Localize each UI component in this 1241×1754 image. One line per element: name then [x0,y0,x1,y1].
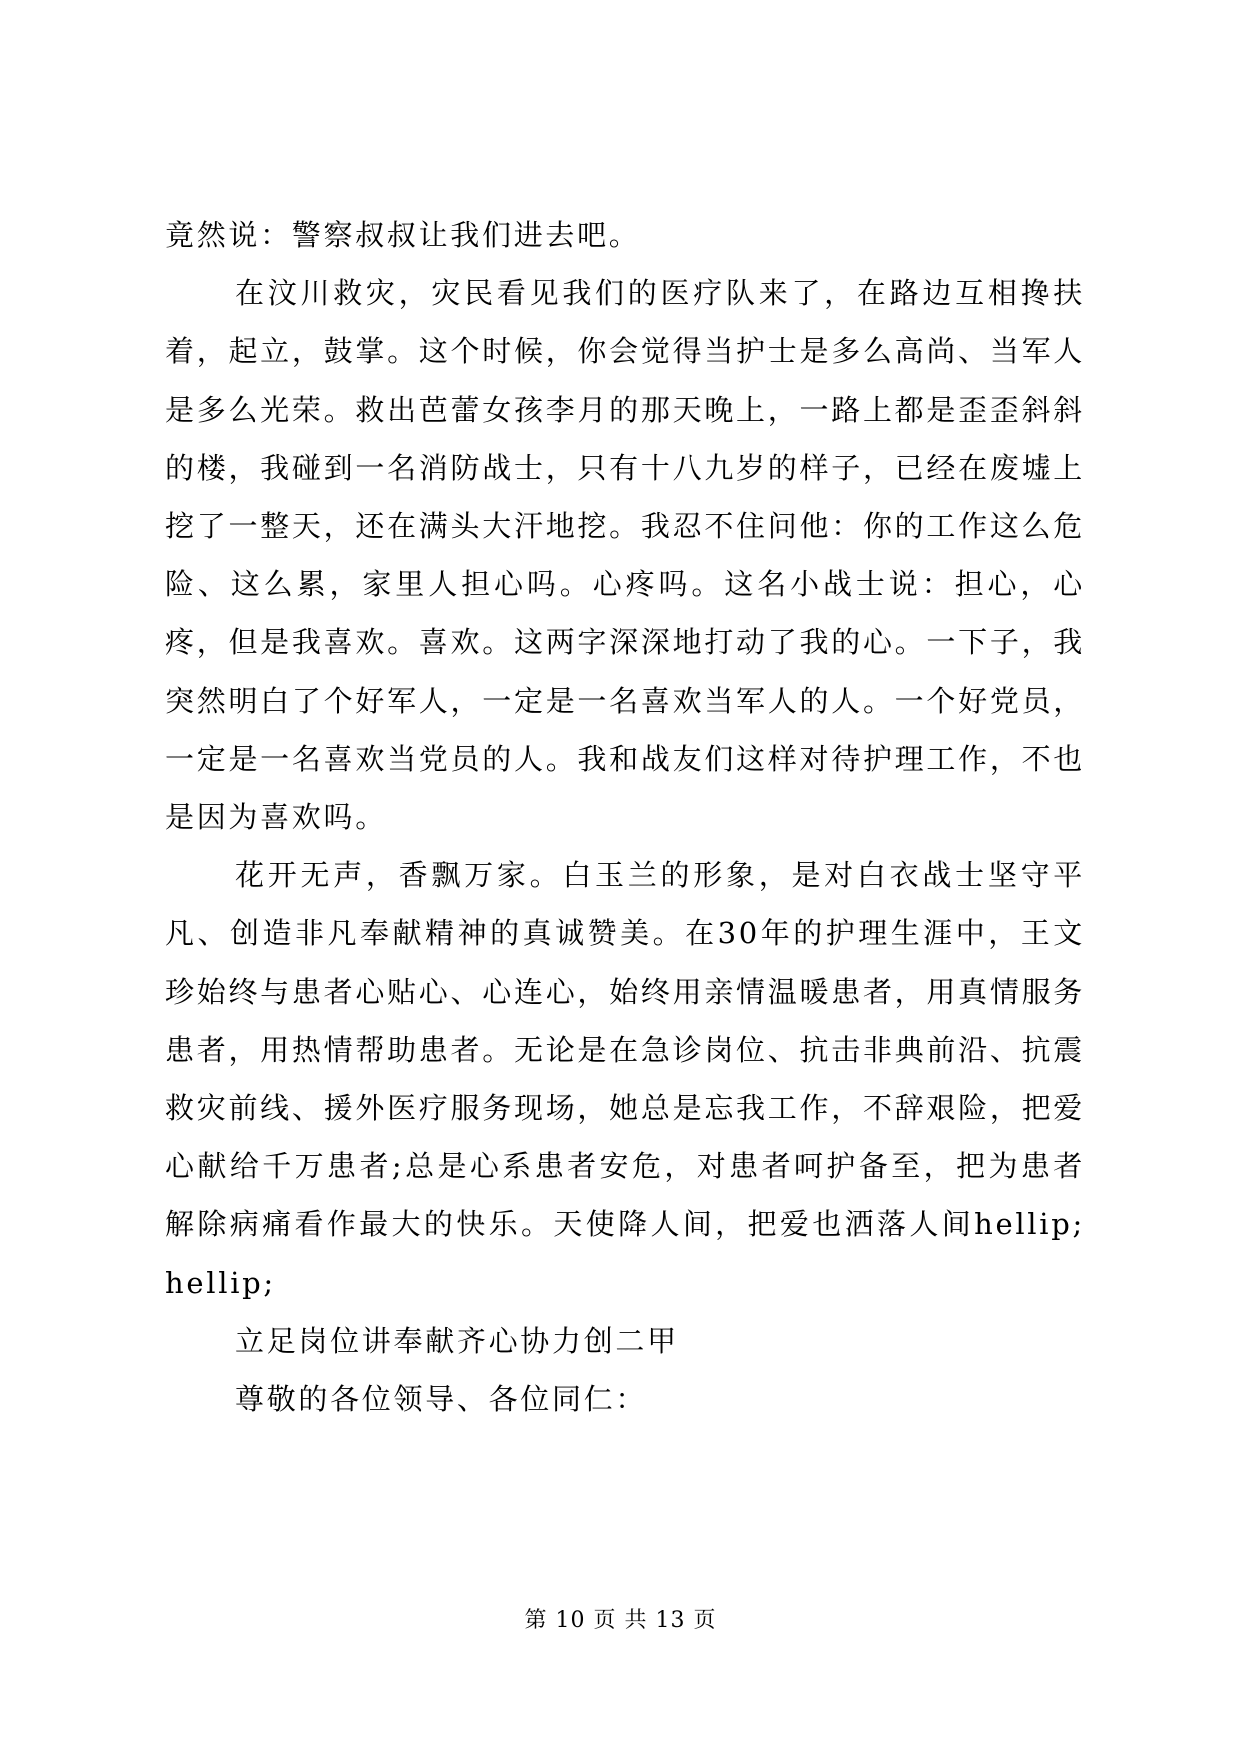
speech-salutation: 尊敬的各位领导、各位同仁： [235,1382,648,1417]
page-number-footer: 第 10 页 共 13 页 [524,1608,717,1633]
paragraph-continuation: 竟然说：警察叔叔让我们进去吧。 [165,218,641,252]
document-body [165,206,1085,1428]
paragraph-white-magnolia: 花开无声，香飘万家。白玉兰的形象，是对白衣战士坚守平凡、创造非凡奉献精神的真诚赞美。在30年的护理生涯中，王文珍始终与患者心贴心、心连心，始终用亲情温暖患者，用真情服务患者，用热情帮助患者。无论是在急诊岗位、抗击非典前沿、抗震救灾前线、援外医疗服务现场，她总是忘我工作，不辞艰险，把爱心献给千万患者;总是心系患者安危，对患者呵护备至，把为患者解除病痛看作最大的快乐。天使降人间，把爱也洒落人间hellip;hellip; [165,858,1085,1300]
paragraph-wenchuan-rescue: 在汶川救灾，灾民看见我们的医疗队来了，在路边互相搀扶着，起立，鼓掌。这个时候，你会觉得当护士是多么高尚、当军人是多么光荣。救出芭蕾女孩李月的那天晚上，一路上都是歪歪斜斜的楼，我碰到一名消防战士，只有十八九岁的样子，已经在废墟上挖了一整天，还在满头大汗地挖。我忍不住问他：你的工作这么危险、这么累，家里人担心吗。心疼吗。这名小战士说：担心，心疼，但是我喜欢。喜欢。这两字深深地打动了我的心。一下子，我突然明白了个好军人，一定是一名喜欢当军人的人。一个好党员，一定是一名喜欢当党员的人。我和战友们这样对待护理工作，不也是因为喜欢吗。 [165,276,1085,835]
speech-title: 立足岗位讲奉献齐心协力创二甲 [235,1323,679,1358]
